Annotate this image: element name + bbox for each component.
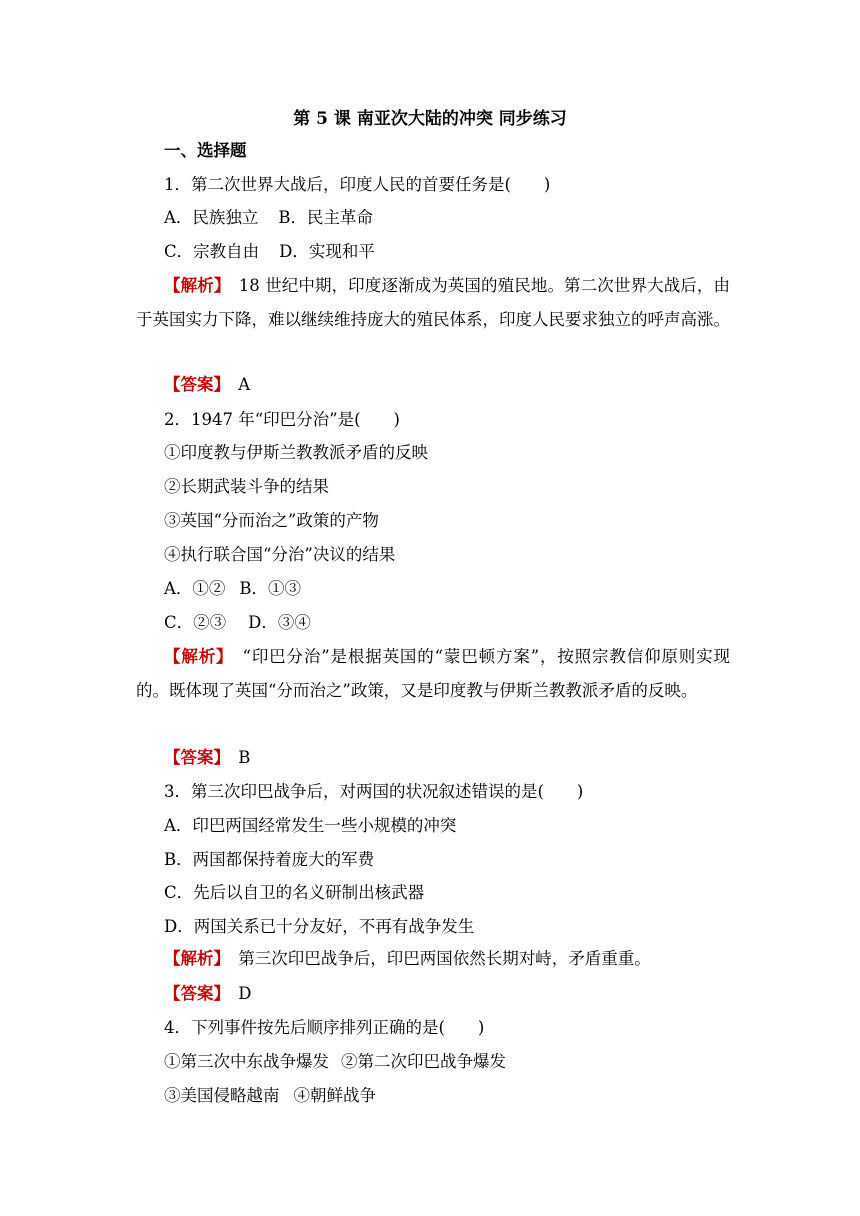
question-3-answer [164, 983, 251, 1005]
analysis-tag: 【解析】 [164, 276, 223, 295]
question-1-stem: 1．第二次世界大战后，印度人民的首要任务是( ) [164, 175, 551, 194]
question-4-stem: 4．下列事件按先后顺序排列正确的是( ) [164, 1018, 485, 1037]
question-2-item-3: ③英国“分而治之”政策的产物 [164, 511, 379, 530]
answer-tag: 【答案】 [164, 984, 222, 1003]
question-2-option-c: C．②③ [164, 613, 227, 632]
question-3-option-b: B．两国都保持着庞大的军费 [164, 850, 375, 869]
question-1-analysis [136, 269, 730, 337]
question-4-item-4: ④朝鲜战争 [293, 1086, 376, 1105]
question-1-analysis-text: 18 世纪中期，印度逐渐成为英国的殖民地。第二次世界大战后，由于英国实力下降，难以继续维持庞大的殖民体系，印度人民要求独立的呼声高涨。 [136, 276, 731, 329]
question-4-items-row-1 [164, 1051, 506, 1073]
question-2-stem: 2．1947 年“印巴分治”是( ) [164, 410, 400, 429]
question-3-option-c: C．先后以自卫的名义研制出核武器 [164, 883, 425, 902]
question-2-options-row-1 [164, 578, 301, 600]
question-2-options-row-2 [164, 612, 311, 634]
question-2-answer-value: B [238, 748, 251, 767]
question-1-answer [164, 374, 250, 396]
question-2-option-a: A．①② [164, 579, 226, 598]
answer-tag: 【答案】 [164, 375, 222, 394]
question-2-item-4: ④执行联合国“分治”决议的结果 [164, 545, 396, 564]
question-1-option-b: B．民主革命 [278, 208, 374, 227]
question-1-option-a: A．民族独立 [164, 208, 259, 227]
document-title: 第 5 课 南亚次大陆的冲突 同步练习 [293, 109, 567, 129]
question-4-item-1: ①第三次中东战争爆发 [164, 1052, 329, 1071]
question-1-option-d: D．实现和平 [279, 242, 375, 261]
question-2-analysis-text: “印巴分治”是根据英国的“蒙巴顿方案”，按照宗教信仰原则实现的。既体现了英国“分而治之”政策，又是印度教与伊斯兰教教派矛盾的反映。 [136, 647, 731, 700]
question-3-analysis-text: 第三次印巴战争后，印巴两国依然长期对峙，矛盾重重。 [238, 949, 651, 968]
question-3-option-d: D．两国关系已十分友好，不再有战争发生 [164, 917, 475, 936]
question-2-option-b: B．①③ [239, 579, 302, 598]
question-3-answer-value: D [238, 984, 252, 1003]
question-3-analysis [136, 942, 730, 976]
analysis-tag: 【解析】 [164, 647, 226, 666]
answer-tag: 【答案】 [164, 748, 222, 767]
question-2-option-d: D．③④ [248, 613, 311, 632]
question-2-answer [164, 747, 250, 769]
question-4-item-3: ③美国侵略越南 [164, 1086, 280, 1105]
section-heading: 一、选择题 [164, 141, 247, 160]
question-1-options-row-2 [164, 241, 375, 263]
question-2-analysis [136, 640, 730, 708]
question-3-option-a: A．印巴两国经常发生一些小规模的冲突 [164, 816, 457, 835]
question-2-item-2: ②长期武装斗争的结果 [164, 477, 329, 496]
question-1-answer-value: A [238, 375, 251, 394]
question-3-stem: 3．第三次印巴战争后，对两国的状况叙述错误的是( ) [164, 782, 584, 801]
question-4-item-2: ②第二次印巴战争爆发 [341, 1052, 506, 1071]
question-1-options-row-1 [164, 207, 373, 229]
question-4-items-row-2 [164, 1085, 376, 1107]
question-1-option-c: C．宗教自由 [164, 242, 260, 261]
question-2-item-1: ①印度教与伊斯兰教教派矛盾的反映 [164, 443, 428, 462]
analysis-tag: 【解析】 [164, 949, 222, 968]
